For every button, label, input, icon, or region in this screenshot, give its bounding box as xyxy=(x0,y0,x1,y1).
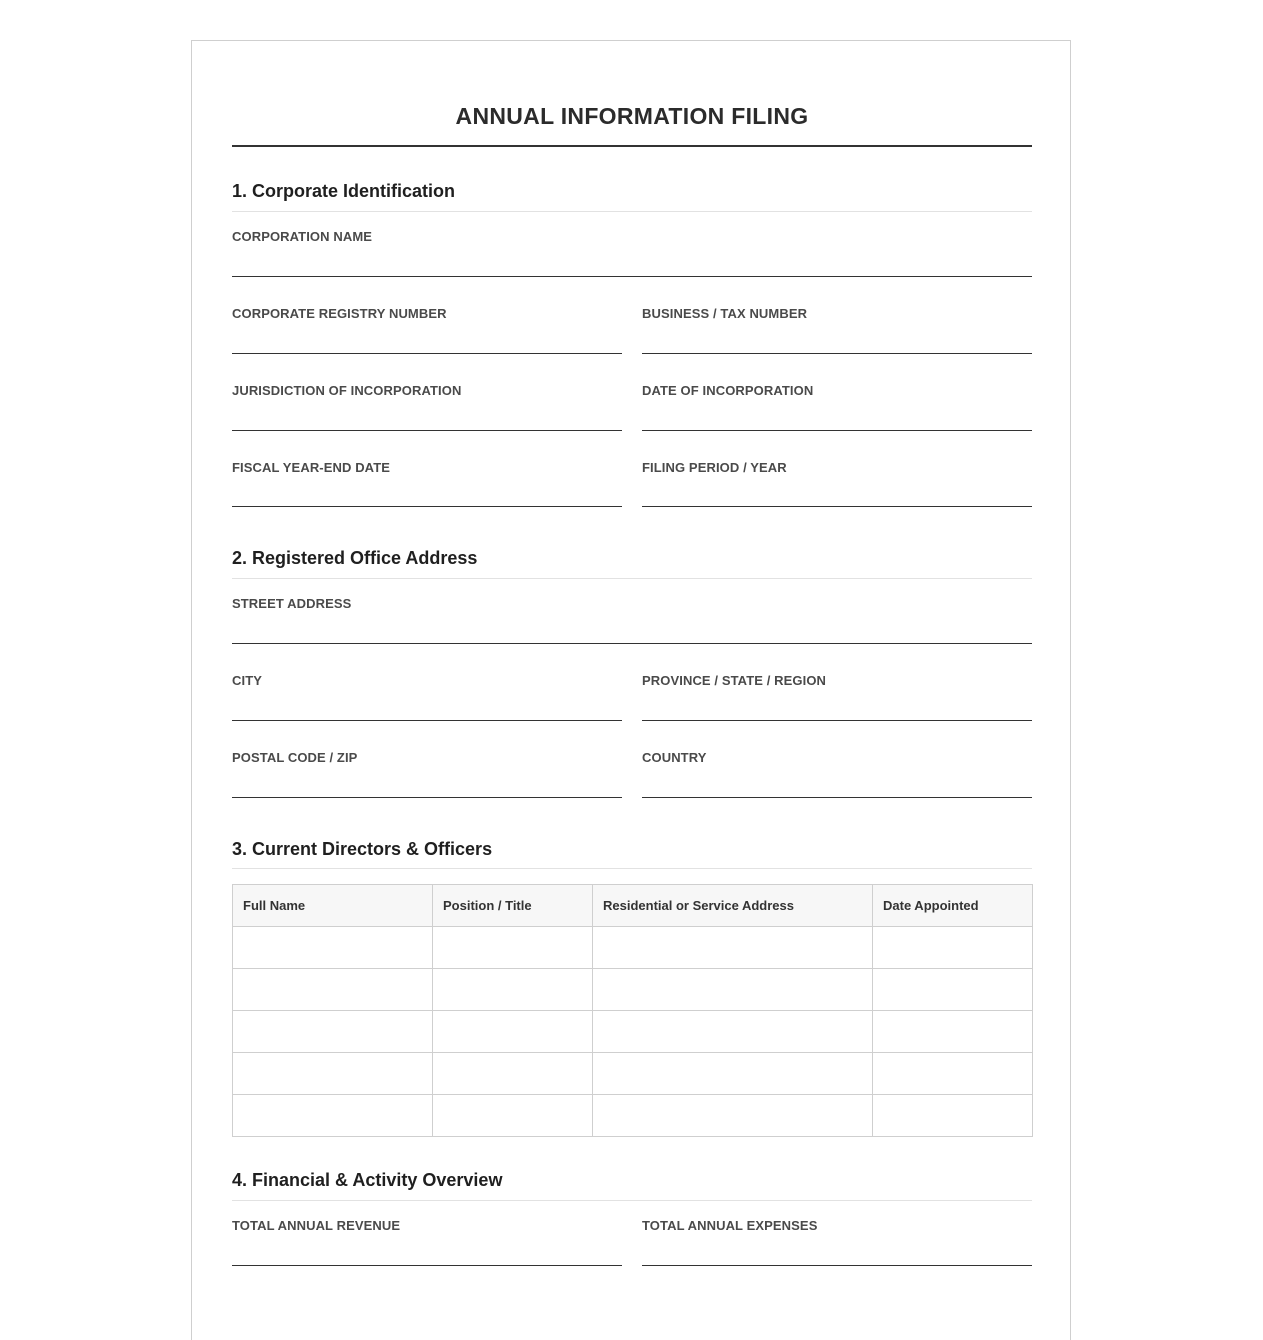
table-cell[interactable] xyxy=(433,927,593,969)
field-total-annual-expenses[interactable] xyxy=(642,1218,1032,1278)
field-corporate-registry-number[interactable] xyxy=(232,306,622,366)
field-label: BUSINESS / TAX NUMBER xyxy=(642,306,808,321)
field-city[interactable] xyxy=(232,673,622,733)
table-cell[interactable] xyxy=(233,1095,433,1137)
field-label: CORPORATE REGISTRY NUMBER xyxy=(232,306,447,321)
form-page xyxy=(191,40,1071,1340)
field-label: CORPORATION NAME xyxy=(232,229,373,244)
column-header-address: Residential or Service Address xyxy=(593,885,873,927)
input-line[interactable] xyxy=(232,430,622,431)
table-row xyxy=(233,969,1033,1011)
field-date-of-incorporation[interactable] xyxy=(642,383,1032,443)
column-header-date-appointed: Date Appointed xyxy=(873,885,1033,927)
table-cell[interactable] xyxy=(873,927,1033,969)
field-label: CITY xyxy=(232,673,263,688)
input-line[interactable] xyxy=(642,430,1032,431)
section-heading-corporate-identification: 1. Corporate Identification xyxy=(232,181,456,201)
table-cell[interactable] xyxy=(593,969,873,1011)
field-label: COUNTRY xyxy=(642,750,707,765)
field-postal-code[interactable] xyxy=(232,750,622,810)
table-cell[interactable] xyxy=(233,1011,433,1053)
field-business-tax-number[interactable] xyxy=(642,306,1032,366)
input-line[interactable] xyxy=(232,1265,622,1266)
title-divider xyxy=(232,145,1032,147)
field-jurisdiction[interactable] xyxy=(232,383,622,443)
section-divider xyxy=(232,578,1032,579)
table-cell[interactable] xyxy=(233,1053,433,1095)
table-row xyxy=(233,1011,1033,1053)
table-cell[interactable] xyxy=(873,1011,1033,1053)
table-header-row xyxy=(233,885,1033,927)
table-cell[interactable] xyxy=(433,1095,593,1137)
table-cell[interactable] xyxy=(593,1095,873,1137)
directors-table xyxy=(232,884,1033,1137)
field-label: TOTAL ANNUAL EXPENSES xyxy=(642,1218,818,1233)
input-line[interactable] xyxy=(232,276,1032,277)
field-label: FISCAL YEAR-END DATE xyxy=(232,460,391,475)
table-cell[interactable] xyxy=(433,1053,593,1095)
input-line[interactable] xyxy=(642,797,1032,798)
field-label: STREET ADDRESS xyxy=(232,596,352,611)
table-row xyxy=(233,927,1033,969)
table-row xyxy=(233,1053,1033,1095)
section-heading-financial-overview: 4. Financial & Activity Overview xyxy=(232,1170,503,1190)
field-label: FILING PERIOD / YEAR xyxy=(642,460,787,475)
field-country[interactable] xyxy=(642,750,1032,810)
input-line[interactable] xyxy=(232,720,622,721)
table-cell[interactable] xyxy=(873,1095,1033,1137)
field-street-address[interactable] xyxy=(232,596,1032,656)
table-cell[interactable] xyxy=(593,1053,873,1095)
field-corporation-name[interactable] xyxy=(232,229,1032,289)
field-label: JURISDICTION OF INCORPORATION xyxy=(232,383,462,398)
table-cell[interactable] xyxy=(873,969,1033,1011)
table-cell[interactable] xyxy=(233,927,433,969)
field-label: PROVINCE / STATE / REGION xyxy=(642,673,827,688)
input-line[interactable] xyxy=(642,506,1032,507)
column-header-position: Position / Title xyxy=(433,885,593,927)
section-divider xyxy=(232,1200,1032,1201)
input-line[interactable] xyxy=(232,797,622,798)
section-heading-directors: 3. Current Directors & Officers xyxy=(232,839,493,859)
input-line[interactable] xyxy=(642,1265,1032,1266)
field-fiscal-year-end[interactable] xyxy=(232,460,622,520)
table-cell[interactable] xyxy=(873,1053,1033,1095)
table-cell[interactable] xyxy=(593,927,873,969)
input-line[interactable] xyxy=(232,506,622,507)
column-header-full-name: Full Name xyxy=(233,885,433,927)
input-line[interactable] xyxy=(232,353,622,354)
table-cell[interactable] xyxy=(433,969,593,1011)
table-row xyxy=(233,1095,1033,1137)
section-heading-registered-office: 2. Registered Office Address xyxy=(232,548,478,568)
field-label: TOTAL ANNUAL REVENUE xyxy=(232,1218,401,1233)
table-cell[interactable] xyxy=(433,1011,593,1053)
field-filing-period[interactable] xyxy=(642,460,1032,520)
field-province[interactable] xyxy=(642,673,1032,733)
document-title: ANNUAL INFORMATION FILING xyxy=(455,103,809,129)
table-cell[interactable] xyxy=(233,969,433,1011)
input-line[interactable] xyxy=(642,353,1032,354)
section-divider xyxy=(232,211,1032,212)
input-line[interactable] xyxy=(642,720,1032,721)
section-divider xyxy=(232,868,1032,869)
field-label: DATE OF INCORPORATION xyxy=(642,383,814,398)
field-total-annual-revenue[interactable] xyxy=(232,1218,622,1278)
table-cell[interactable] xyxy=(593,1011,873,1053)
input-line[interactable] xyxy=(232,643,1032,644)
field-label: POSTAL CODE / ZIP xyxy=(232,750,358,765)
